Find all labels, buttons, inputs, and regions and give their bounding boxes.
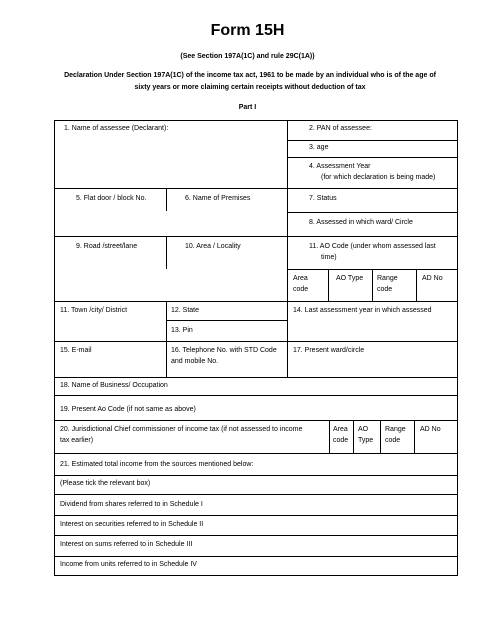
rule	[166, 236, 167, 269]
ao-area-code	[293, 274, 308, 295]
field-ao-code-cont: time)	[321, 254, 337, 261]
rule	[54, 515, 458, 516]
ao-code-label: code	[293, 285, 309, 293]
rule	[287, 120, 288, 341]
field-jurisdictional-cc: 20. Jurisdictional Chief commissioner of income tax (if not assessed to income	[60, 426, 303, 433]
rule	[416, 269, 417, 301]
field-email: 15. E-mail	[60, 347, 92, 354]
declaration-line-2: sixty years or more claiming certain receipts without deduction of tax	[134, 83, 366, 91]
field-jurisdictional-cc-cont: tax earlier)	[60, 437, 94, 444]
ao-type: AO Type	[336, 275, 364, 282]
rule	[54, 556, 458, 557]
field-premises: 6. Name of Premises	[185, 195, 251, 202]
field-name-of-assessee: 1. Name of assessee (Declarant):	[64, 125, 169, 132]
rule	[328, 269, 329, 301]
field-flat-door: 5. Flat door / block No.	[76, 195, 147, 202]
field-last-assessment-year: 14. Last assessment year in which assessed	[293, 307, 432, 314]
ao-ad-no: AD No	[422, 275, 443, 282]
ao-range-code	[377, 274, 398, 295]
field-ward-circle: 8. Assessed in which ward/ Circle	[309, 219, 413, 226]
f20-type-label: Type	[358, 436, 374, 444]
schedule-1-row: Dividend from shares referred to in Schedule I	[60, 501, 203, 508]
form-subtitle: (See Section 197A(1C) and rule 29C(1A))	[180, 53, 315, 60]
f20-ad-no: AD No	[420, 426, 441, 433]
f20-range-code-label: code	[385, 436, 401, 444]
rule	[54, 377, 458, 378]
field-telephone: 16. Telephone No. with STD Code	[171, 347, 277, 354]
f20-area-label: Area	[333, 426, 348, 433]
tick-instruction: (Please tick the relevant box)	[60, 480, 151, 487]
rule	[54, 188, 458, 189]
f20-ao-label: AO	[358, 426, 369, 433]
field-business-occupation: 18. Name of Business/ Occupation	[60, 382, 168, 389]
ao-range-code-label: code	[377, 285, 393, 293]
rule	[54, 236, 458, 237]
rule	[353, 420, 354, 453]
rule	[372, 269, 373, 301]
field-status: 7. Status	[309, 195, 337, 202]
field-pin: 13. Pin	[171, 327, 193, 334]
f20-area-code	[333, 425, 348, 446]
ao-range-label: Range	[377, 275, 398, 282]
schedule-4-row: Income from units referred to in Schedule IV	[60, 561, 197, 568]
rule	[380, 420, 381, 453]
rule	[287, 157, 458, 158]
field-present-ward: 17. Present ward/circle	[293, 347, 365, 354]
declaration-line-1: Declaration Under Section 197A(1C) of the income tax act, 1961 to be made by an individual who is of the age of	[64, 72, 436, 79]
rule	[166, 188, 167, 211]
field-town-city: 11. Town /city/ District	[60, 307, 128, 314]
field-area: 10. Area / Locality	[185, 243, 241, 250]
field-present-ao-code: 19. Present Ao Code (if not same as above)	[60, 406, 196, 413]
rule	[54, 341, 458, 342]
rule	[54, 494, 458, 495]
rule	[287, 140, 458, 141]
rule	[54, 301, 458, 302]
rule	[54, 535, 458, 536]
field-pan: 2. PAN of assessee:	[309, 125, 372, 132]
f20-ao-type	[358, 425, 373, 446]
rule	[287, 341, 288, 377]
f20-range-label: Range	[385, 426, 406, 433]
field-assessment-year-note: (for which declaration is being made)	[321, 174, 436, 181]
rule	[54, 453, 458, 454]
table-border-top	[54, 120, 458, 121]
rule	[166, 320, 288, 321]
form-title: Form 15H	[210, 22, 285, 39]
field-assessment-year: 4. Assessment Year	[309, 163, 371, 170]
rule	[54, 420, 458, 421]
rule	[287, 212, 458, 213]
field-telephone-cont: and mobile No.	[171, 358, 219, 365]
field-age: 3. age	[309, 144, 329, 151]
f20-code-label: code	[333, 436, 349, 444]
schedule-2-row: Interest on securities referred to in Schedule II	[60, 521, 204, 528]
rule	[414, 420, 415, 453]
schedule-3-row: Interest on sums referred to in Schedule III	[60, 541, 193, 548]
field-ao-code: 11. AO Code (under whom assessed last	[309, 243, 436, 250]
table-border-bottom	[54, 575, 458, 576]
f20-range-code	[385, 425, 406, 446]
rule	[329, 420, 330, 453]
rule	[166, 301, 167, 377]
form-table	[54, 120, 458, 576]
rule	[54, 395, 458, 396]
declaration-heading	[40, 70, 460, 93]
field-estimated-income: 21. Estimated total income from the sources mentioned below:	[60, 461, 254, 468]
ao-area-label: Area	[293, 275, 308, 282]
field-state: 12. State	[171, 307, 200, 314]
rule	[54, 475, 458, 476]
part-heading: Part I	[238, 104, 257, 111]
field-road: 9. Road /street/lane	[76, 243, 138, 250]
